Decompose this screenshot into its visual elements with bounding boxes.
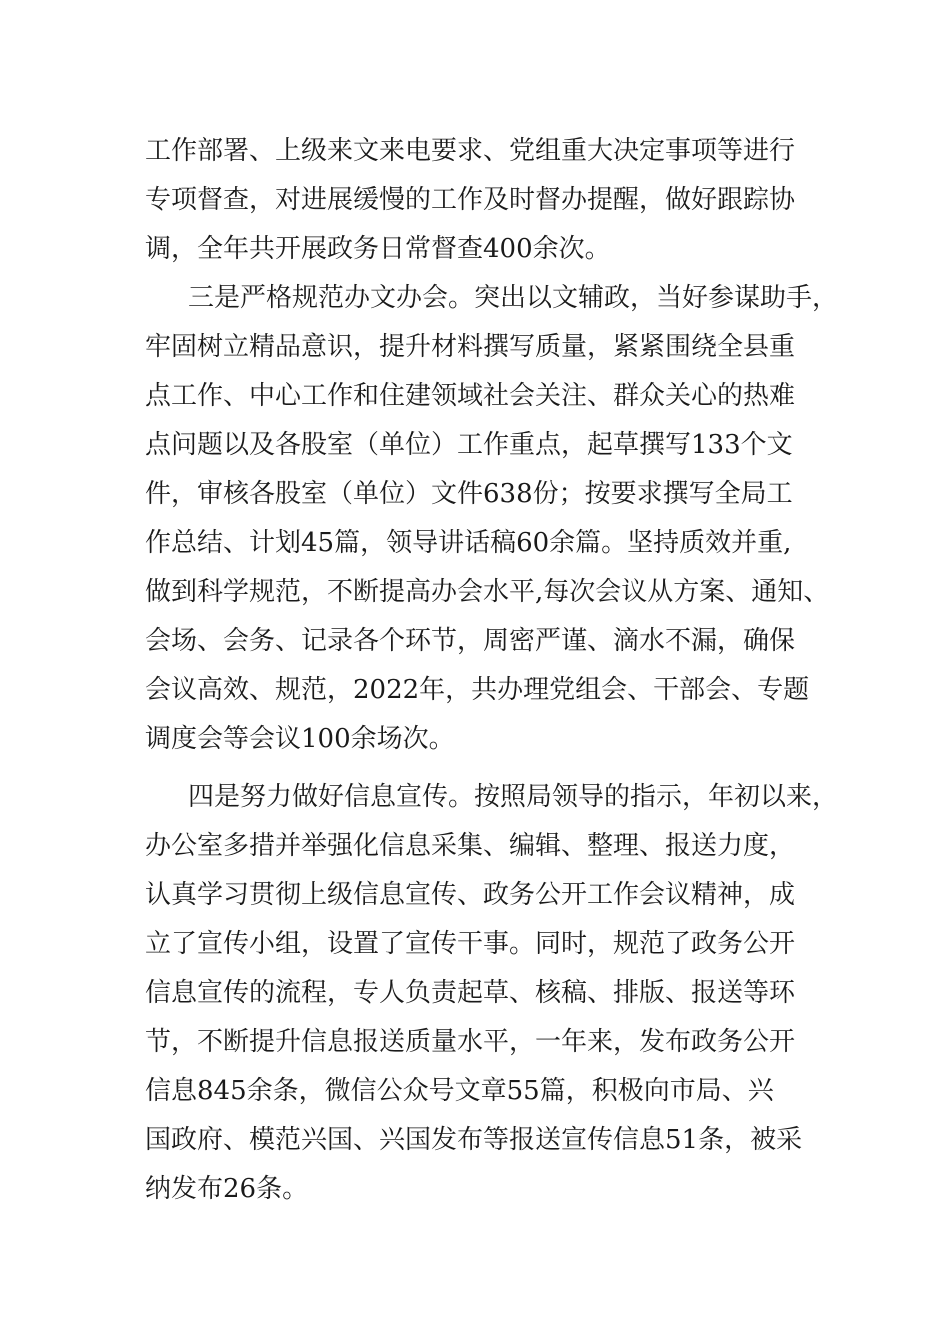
text-line: 作总结、计划45篇，领导讲话稿60余篇。坚持质效并重, — [145, 528, 792, 558]
text-line: 纳发布26条。 — [145, 1174, 309, 1204]
text-line: 工作部署、上级来文来电要求、党组重大决定事项等进行 — [145, 136, 796, 166]
text-line: 调，全年共开展政务日常督查400余次。 — [145, 234, 611, 264]
text-line: 专项督查，对进展缓慢的工作及时督办提醒，做好跟踪协 — [145, 185, 796, 215]
text-line: 立了宣传小组，设置了宣传干事。同时，规范了政务公开 — [145, 929, 796, 959]
text-line: 点问题以及各股室（单位）工作重点，起草撰写133个文 — [145, 430, 793, 460]
paragraph-first-line: 三是严格规范办文办会。突出以文辅政，当好参谋助手， — [188, 283, 839, 313]
text-line: 件，审核各股室（单位）文件638份；按要求撰写全局工 — [145, 479, 793, 509]
text-line: 信息845余条，微信公众号文章55篇，积极向市局、兴 — [145, 1076, 774, 1106]
text-line: 节，不断提升信息报送质量水平，一年来，发布政务公开 — [145, 1027, 796, 1057]
text-line: 国政府、模范兴国、兴国发布等报送宣传信息51条，被采 — [145, 1125, 803, 1155]
text-line: 会场、会务、记录各个环节，周密严谨、滴水不漏，确保 — [145, 626, 796, 656]
text-line: 办公室多措并举强化信息采集、编辑、整理、报送力度， — [145, 831, 796, 861]
text-line: 认真学习贯彻上级信息宣传、政务公开工作会议精神，成 — [145, 880, 796, 910]
text-line: 会议高效、规范，2022年，共办理党组会、干部会、专题 — [145, 675, 810, 705]
text-line: 做到科学规范，不断提高办会水平,每次会议从方案、通知、 — [145, 577, 830, 607]
text-line: 调度会等会议100余场次。 — [145, 724, 455, 754]
text-line: 牢固树立精品意识，提升材料撰写质量，紧紧围绕全县重 — [145, 332, 796, 362]
text-line: 点工作、中心工作和住建领域社会关注、群众关心的热难 — [145, 381, 796, 411]
paragraph-first-line: 四是努力做好信息宣传。按照局领导的指示，年初以来， — [188, 782, 839, 812]
text-line: 信息宣传的流程，专人负责起草、核稿、排版、报送等环 — [145, 978, 796, 1008]
